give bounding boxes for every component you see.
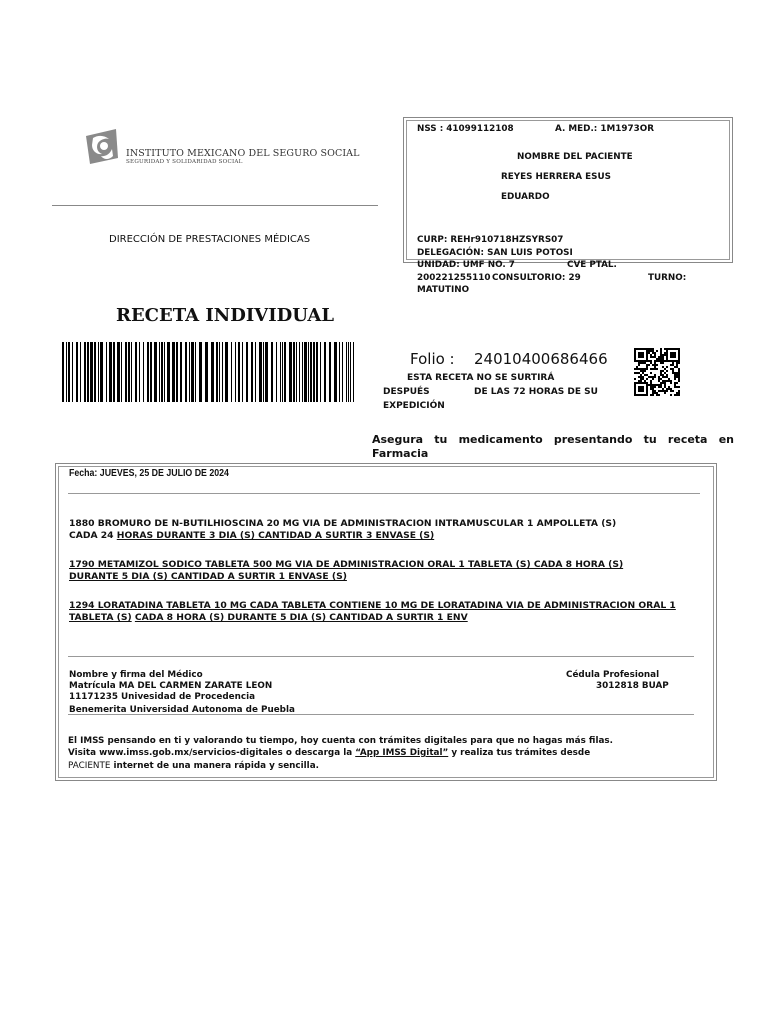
cedula-value: 3012818 BUAP	[596, 681, 669, 691]
medication-2-line1: 1790 METAMIZOL SODICO TABLETA 500 MG VIA DE ADMINISTRACION ORAL 1 TABLETA (S) CADA 8 HORA (S)	[69, 559, 624, 570]
unidad-value: UNIDAD: UMF NO. 7	[417, 260, 515, 270]
page-title: RECETA INDIVIDUAL	[116, 305, 335, 326]
medication-1-line2-prefix: CADA 24	[69, 530, 117, 541]
notice-line1: ESTA RECETA NO SE SURTIRÁ	[407, 373, 555, 383]
folio-label: Folio :	[410, 350, 455, 368]
doctor-signature-label: Nombre y firma del Médico	[69, 670, 203, 680]
consultorio-value: CONSULTORIO: 29	[492, 273, 581, 283]
medication-3-line2-a: TABLETA (S)	[69, 612, 132, 623]
footer-line1: El IMSS pensando en ti y valorando tu tiempo, hoy cuenta con trámites digitales para que no hagas más filas.	[68, 736, 613, 746]
folio-number: 24010400686466	[474, 350, 608, 368]
prescription-date: Fecha: JUEVES, 25 DE JULIO DE 2024	[69, 468, 229, 479]
notice-despues: DESPUÉS	[383, 387, 430, 397]
medication-3-line2-b: CADA 8 HORA (S) DURANTE 5 DIA (S) CANTIDAD A SURTIR 1 ENV	[134, 612, 468, 623]
patient-name-line2: EDUARDO	[501, 192, 550, 202]
footer-line2	[68, 748, 590, 758]
doctor-divider	[68, 714, 694, 715]
medication-2-line2: DURANTE 5 DIA (S) CANTIDAD A SURTIR 1 ENVASE (S)	[69, 571, 347, 582]
notice-line2: DE LAS 72 HORAS DE SU	[474, 387, 598, 397]
medications-divider	[68, 656, 694, 657]
date-divider	[68, 493, 700, 494]
cve-ptal-label: CVE PTAL.	[567, 260, 617, 270]
imss-logo-icon	[82, 126, 122, 166]
footer-line3-rest: internet de una manera rápida y sencilla.	[110, 761, 319, 771]
turno-label: TURNO:	[648, 273, 687, 283]
notice-line3: EXPEDICIÓN	[383, 401, 445, 411]
medication-3-line1: 1294 LORATADINA TABLETA 10 MG CADA TABLETA CONTIENE 10 MG DE LORATADINA VIA DE ADMINISTRACION ORAL 1	[69, 600, 676, 611]
qr-code	[634, 348, 680, 396]
asegura-line1: Asegura tu medicamento presentando tu receta en	[372, 433, 734, 446]
app-imss-link[interactable]: “App IMSS Digital”	[355, 748, 449, 758]
footer-descarga: o descarga la	[282, 748, 356, 758]
cve-ptal-value: 200221255110	[417, 273, 491, 283]
doctor-matricula: Matrícula MA DEL CARMEN ZARATE LEON	[69, 681, 273, 691]
medication-1-line2-underlined: HORAS DURANTE 3 DIA (S) CANTIDAD A SURTIR 3 ENVASE (S)	[116, 530, 435, 541]
doctor-procedencia: 11171235 Univesidad de Procedencia	[69, 692, 256, 702]
patient-name-line1: REYES HERRERA ESUS	[501, 172, 611, 182]
patient-name-label: NOMBRE DEL PACIENTE	[517, 152, 633, 162]
imss-services-link[interactable]: www.imss.gob.mx/servicios-digitales	[99, 748, 283, 758]
medication-1-line2	[69, 530, 709, 542]
medication-1-line1: 1880 BROMURO DE N-BUTILHIOSCINA 20 MG VIA DE ADMINISTRACION INTRAMUSCULAR 1 AMPOLLETA (S)	[69, 518, 617, 529]
footer-visita: Visita	[68, 748, 100, 758]
medication-3-line2	[69, 612, 709, 624]
barcode	[62, 342, 354, 402]
footer-realiza: y realiza tus trámites desde	[448, 748, 591, 758]
footer-line3	[68, 761, 319, 771]
header-divider	[52, 205, 378, 206]
cedula-label: Cédula Profesional	[566, 670, 660, 680]
a-med-value: A. MED.: 1M1973OR	[555, 124, 654, 134]
doctor-university: Benemerita Universidad Autonoma de Puebla	[69, 705, 295, 715]
footer-paciente: PACIENTE	[68, 761, 111, 771]
institution-name: INSTITUTO MEXICANO DEL SEGURO SOCIAL	[126, 148, 360, 159]
delegacion-value: DELEGACIÓN: SAN LUIS POTOSI	[417, 248, 573, 258]
institution-subtitle: SEGURIDAD Y SOLIDARIDAD SOCIAL	[126, 159, 243, 165]
direction-label: DIRECCIÓN DE PRESTACIONES MÉDICAS	[109, 234, 311, 245]
nss-value: NSS : 41099112108	[417, 124, 514, 134]
asegura-line2: Farmacia	[372, 447, 429, 460]
curp-value: CURP: REHr910718HZSYRS07	[417, 235, 564, 245]
turno-value: MATUTINO	[417, 285, 470, 295]
